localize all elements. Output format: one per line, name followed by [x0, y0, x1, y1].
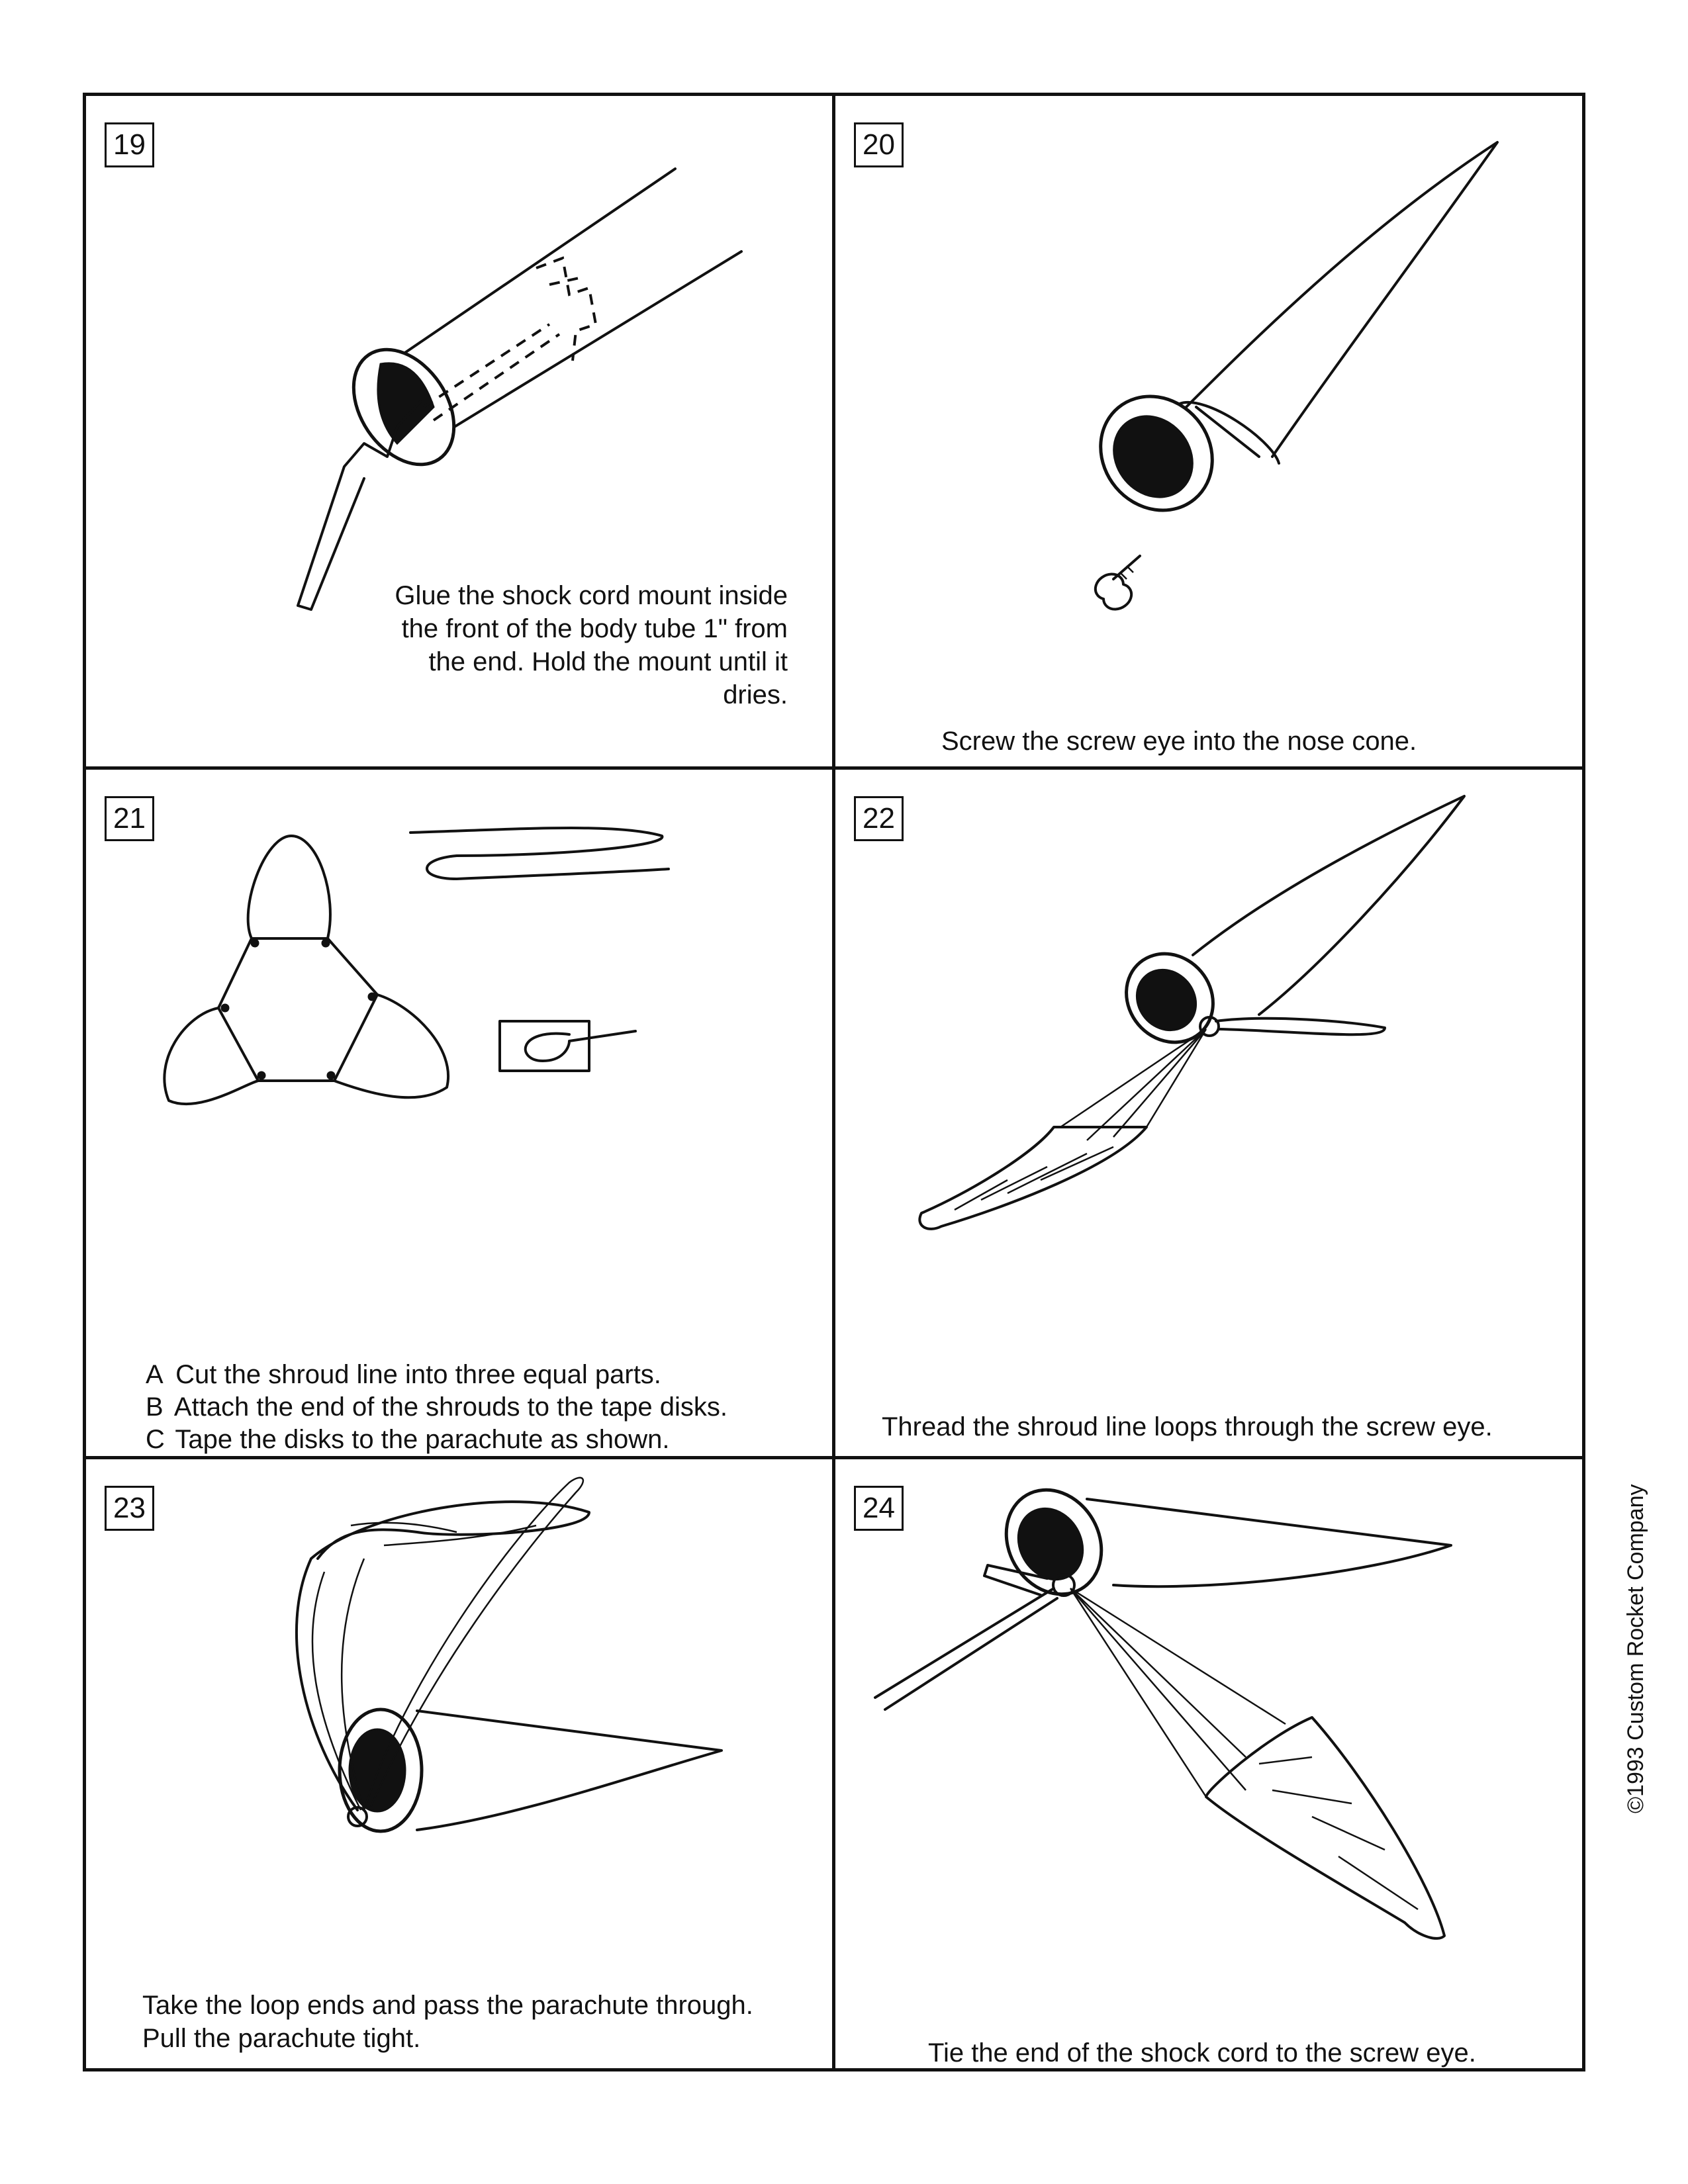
- step-21-illustration: [86, 770, 832, 1456]
- step-24-illustration: [835, 1459, 1582, 2071]
- step-23-panel: [86, 1459, 832, 2071]
- step-19-panel: [86, 96, 832, 766]
- step-21-caption: [146, 1359, 808, 1456]
- step-24-panel: [835, 1459, 1582, 2071]
- step-number: 21: [105, 796, 154, 841]
- step-21-panel: [86, 770, 832, 1456]
- copyright-credit: ©1993 Custom Rocket Company: [1623, 1484, 1648, 1813]
- step-21-line-a: A Cut the shroud line into three equal parts.: [146, 1360, 661, 1389]
- instruction-grid: [83, 93, 1585, 2071]
- step-21-line-c: C Tape the disks to the parachute as shown.: [146, 1425, 670, 1454]
- step-23-illustration: [86, 1459, 832, 2071]
- step-number: 19: [105, 122, 154, 167]
- step-22-panel: [835, 770, 1582, 1456]
- step-24-caption: Tie the end of the shock cord to the screw eye.: [928, 2038, 1476, 2068]
- step-number: 22: [854, 796, 904, 841]
- step-number: 20: [854, 122, 904, 167]
- step-number: 24: [854, 1486, 904, 1531]
- step-number: 23: [105, 1486, 154, 1531]
- step-23-caption: Take the loop ends and pass the parachute through. Pull the parachute tight.: [142, 1991, 753, 2053]
- step-20-illustration: [835, 96, 1582, 766]
- step-19-caption: Glue the shock cord mount inside the front of the body tube 1" from the end. Hold the mount until it dries.: [395, 581, 788, 709]
- step-22-illustration: [835, 770, 1582, 1456]
- step-20-caption: Screw the screw eye into the nose cone.: [941, 727, 1417, 756]
- step-22-caption: Thread the shroud line loops through the screw eye.: [882, 1412, 1493, 1441]
- step-21-line-b: B Attach the end of the shrouds to the tape disks.: [146, 1392, 727, 1422]
- step-20-panel: [835, 96, 1582, 766]
